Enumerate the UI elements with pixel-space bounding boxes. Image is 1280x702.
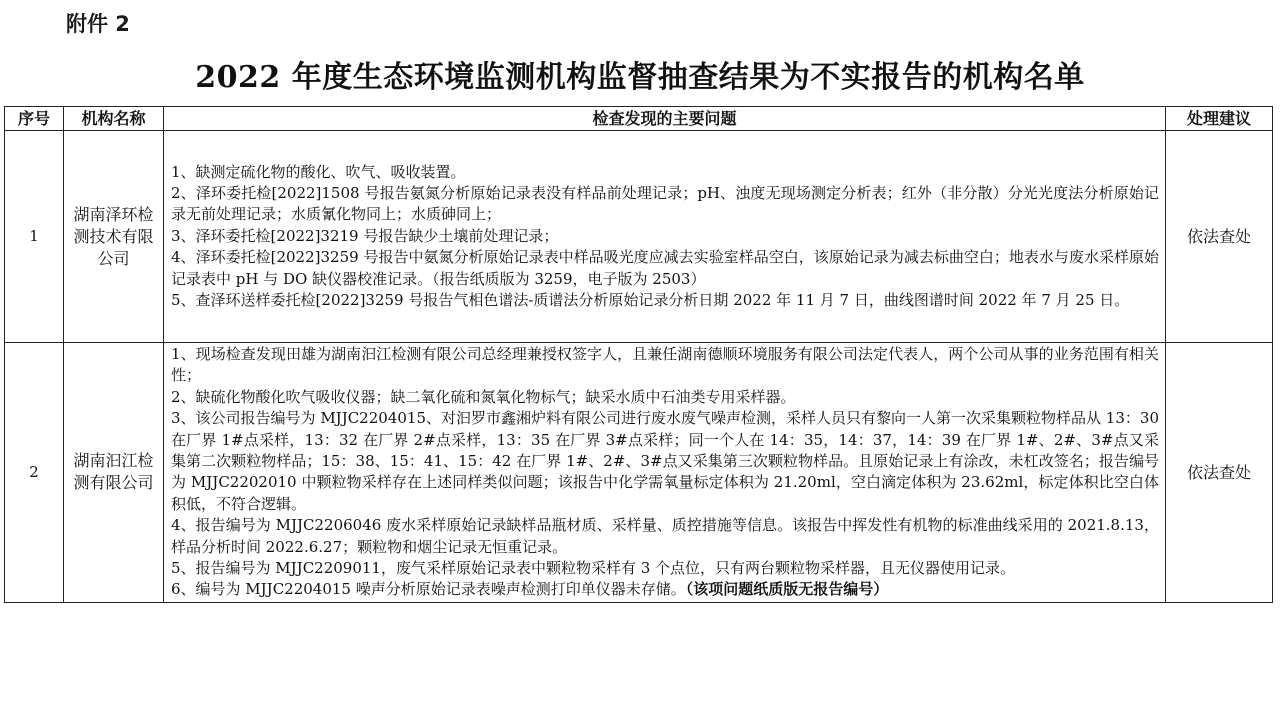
issue-item: 2、缺硫化物酸化吹气吸收仪器；缺二氧化硫和氮氧化物标气；缺采水质中石油类专用采样器。	[171, 387, 796, 406]
row-institution-name: 湖南汩江检测有限公司	[64, 343, 164, 603]
document-title: 2022 年度生态环境监测机构监督抽查结果为不实报告的机构名单	[195, 60, 1085, 95]
table-row	[5, 131, 1273, 343]
issue-item: 4、报告编号为 MJJC2206046 废水采样原始记录缺样品瓶材质、采样量、质控措施等信息。该报告中挥发性有机物的标准曲线采用的 2021.8.13，样品分析时间 2022.6.27；颗粒物和烟尘记录无恒重记录。	[171, 516, 1159, 556]
header-issues: 检查发现的主要问题	[164, 107, 1166, 131]
issue-item: 2、泽环委托检[2022]1508 号报告氨氮分析原始记录表没有样品前处理记录；pH、浊度无现场测定分析表；红外（非分散）分光光度法分析原始记录无前处理记录；水质氰化物同上；水质砷同上；	[171, 183, 1159, 224]
table-row	[5, 343, 1273, 603]
inspection-table	[4, 106, 1273, 603]
row-issues	[164, 131, 1166, 343]
issue-item	[171, 579, 1159, 600]
attachment-label: 附件 2	[66, 12, 130, 36]
issue-item: 5、查泽环送样委托检[2022]3259 号报告气相色谱法-质谱法分析原始记录分析日期 2022 年 11 月 7 日，曲线图谱时间 2022 年 7 月 25 日。	[171, 291, 1130, 310]
issue-note: （该项问题纸质版无报告编号）	[685, 580, 889, 599]
issue-item: 3、该公司报告编号为 MJJC2204015、对汩罗市鑫湘炉料有限公司进行废水废气噪声检测，采样人员只有黎向一人第一次采集颗粒物样品从 13：30 在厂界 1#点采样，13：32 在厂界 2#点采样，13：35 在厂界 3#点采样；同一个人在 14：35，14：37，14：39 在厂界 1#、2#、3#点又采集第二次颗粒物样品；15：38、15：41、15：42 在厂界 1#、2#、3#点又采集第三次颗粒物样品。且原始记录上有涂改，未杠改签名；报告编号为 MJJC2202010 中颗粒物采样存在上述同样类似问题；该报告中化学需氧量标定体积为 21.20ml，空白滴定体积为 23.62ml，标定体积比空白体积低，不符合逻辑。	[171, 409, 1159, 513]
table-header-row	[5, 107, 1273, 131]
issue-text: 6、编号为 MJJC2204015 噪声分析原始记录表噪声检测打印单仪器未存储。	[171, 580, 686, 599]
issue-item: 5、报告编号为 MJJC2209011，废气采样原始记录表中颗粒物采样有 3 个点位，只有两台颗粒物采样器，且无仪器使用记录。	[171, 559, 1016, 578]
issue-item: 3、泽环委托检[2022]3219 号报告缺少土壤前处理记录；	[171, 226, 559, 245]
row-issues	[164, 343, 1166, 603]
issue-item: 1、缺测定硫化物的酸化、吹气、吸收装置。	[171, 162, 466, 181]
row-seq: 1	[5, 131, 64, 343]
issue-item: 1、现场检查发现田雄为湖南汩江检测有限公司总经理兼授权签字人，且兼任湖南德顺环境服务有限公司法定代表人，两个公司从事的业务范围有相关性；	[171, 345, 1159, 385]
row-suggestion: 依法查处	[1166, 343, 1273, 603]
issue-item: 4、泽环委托检[2022]3259 号报告中氨氮分析原始记录表中样品吸光度应减去实验室样品空白，该原始记录为减去标曲空白；地表水与废水采样原始记录表中 pH 与 DO 缺仪器校准记录。（报告纸质版为 3259，电子版为 2503）	[171, 248, 1159, 288]
header-seq: 序号	[5, 107, 64, 131]
row-suggestion: 依法查处	[1166, 131, 1273, 343]
header-suggestion: 处理建议	[1166, 107, 1273, 131]
row-seq: 2	[5, 343, 64, 603]
header-name: 机构名称	[64, 107, 164, 131]
row-institution-name: 湖南泽环检测技术有限公司	[64, 131, 164, 343]
